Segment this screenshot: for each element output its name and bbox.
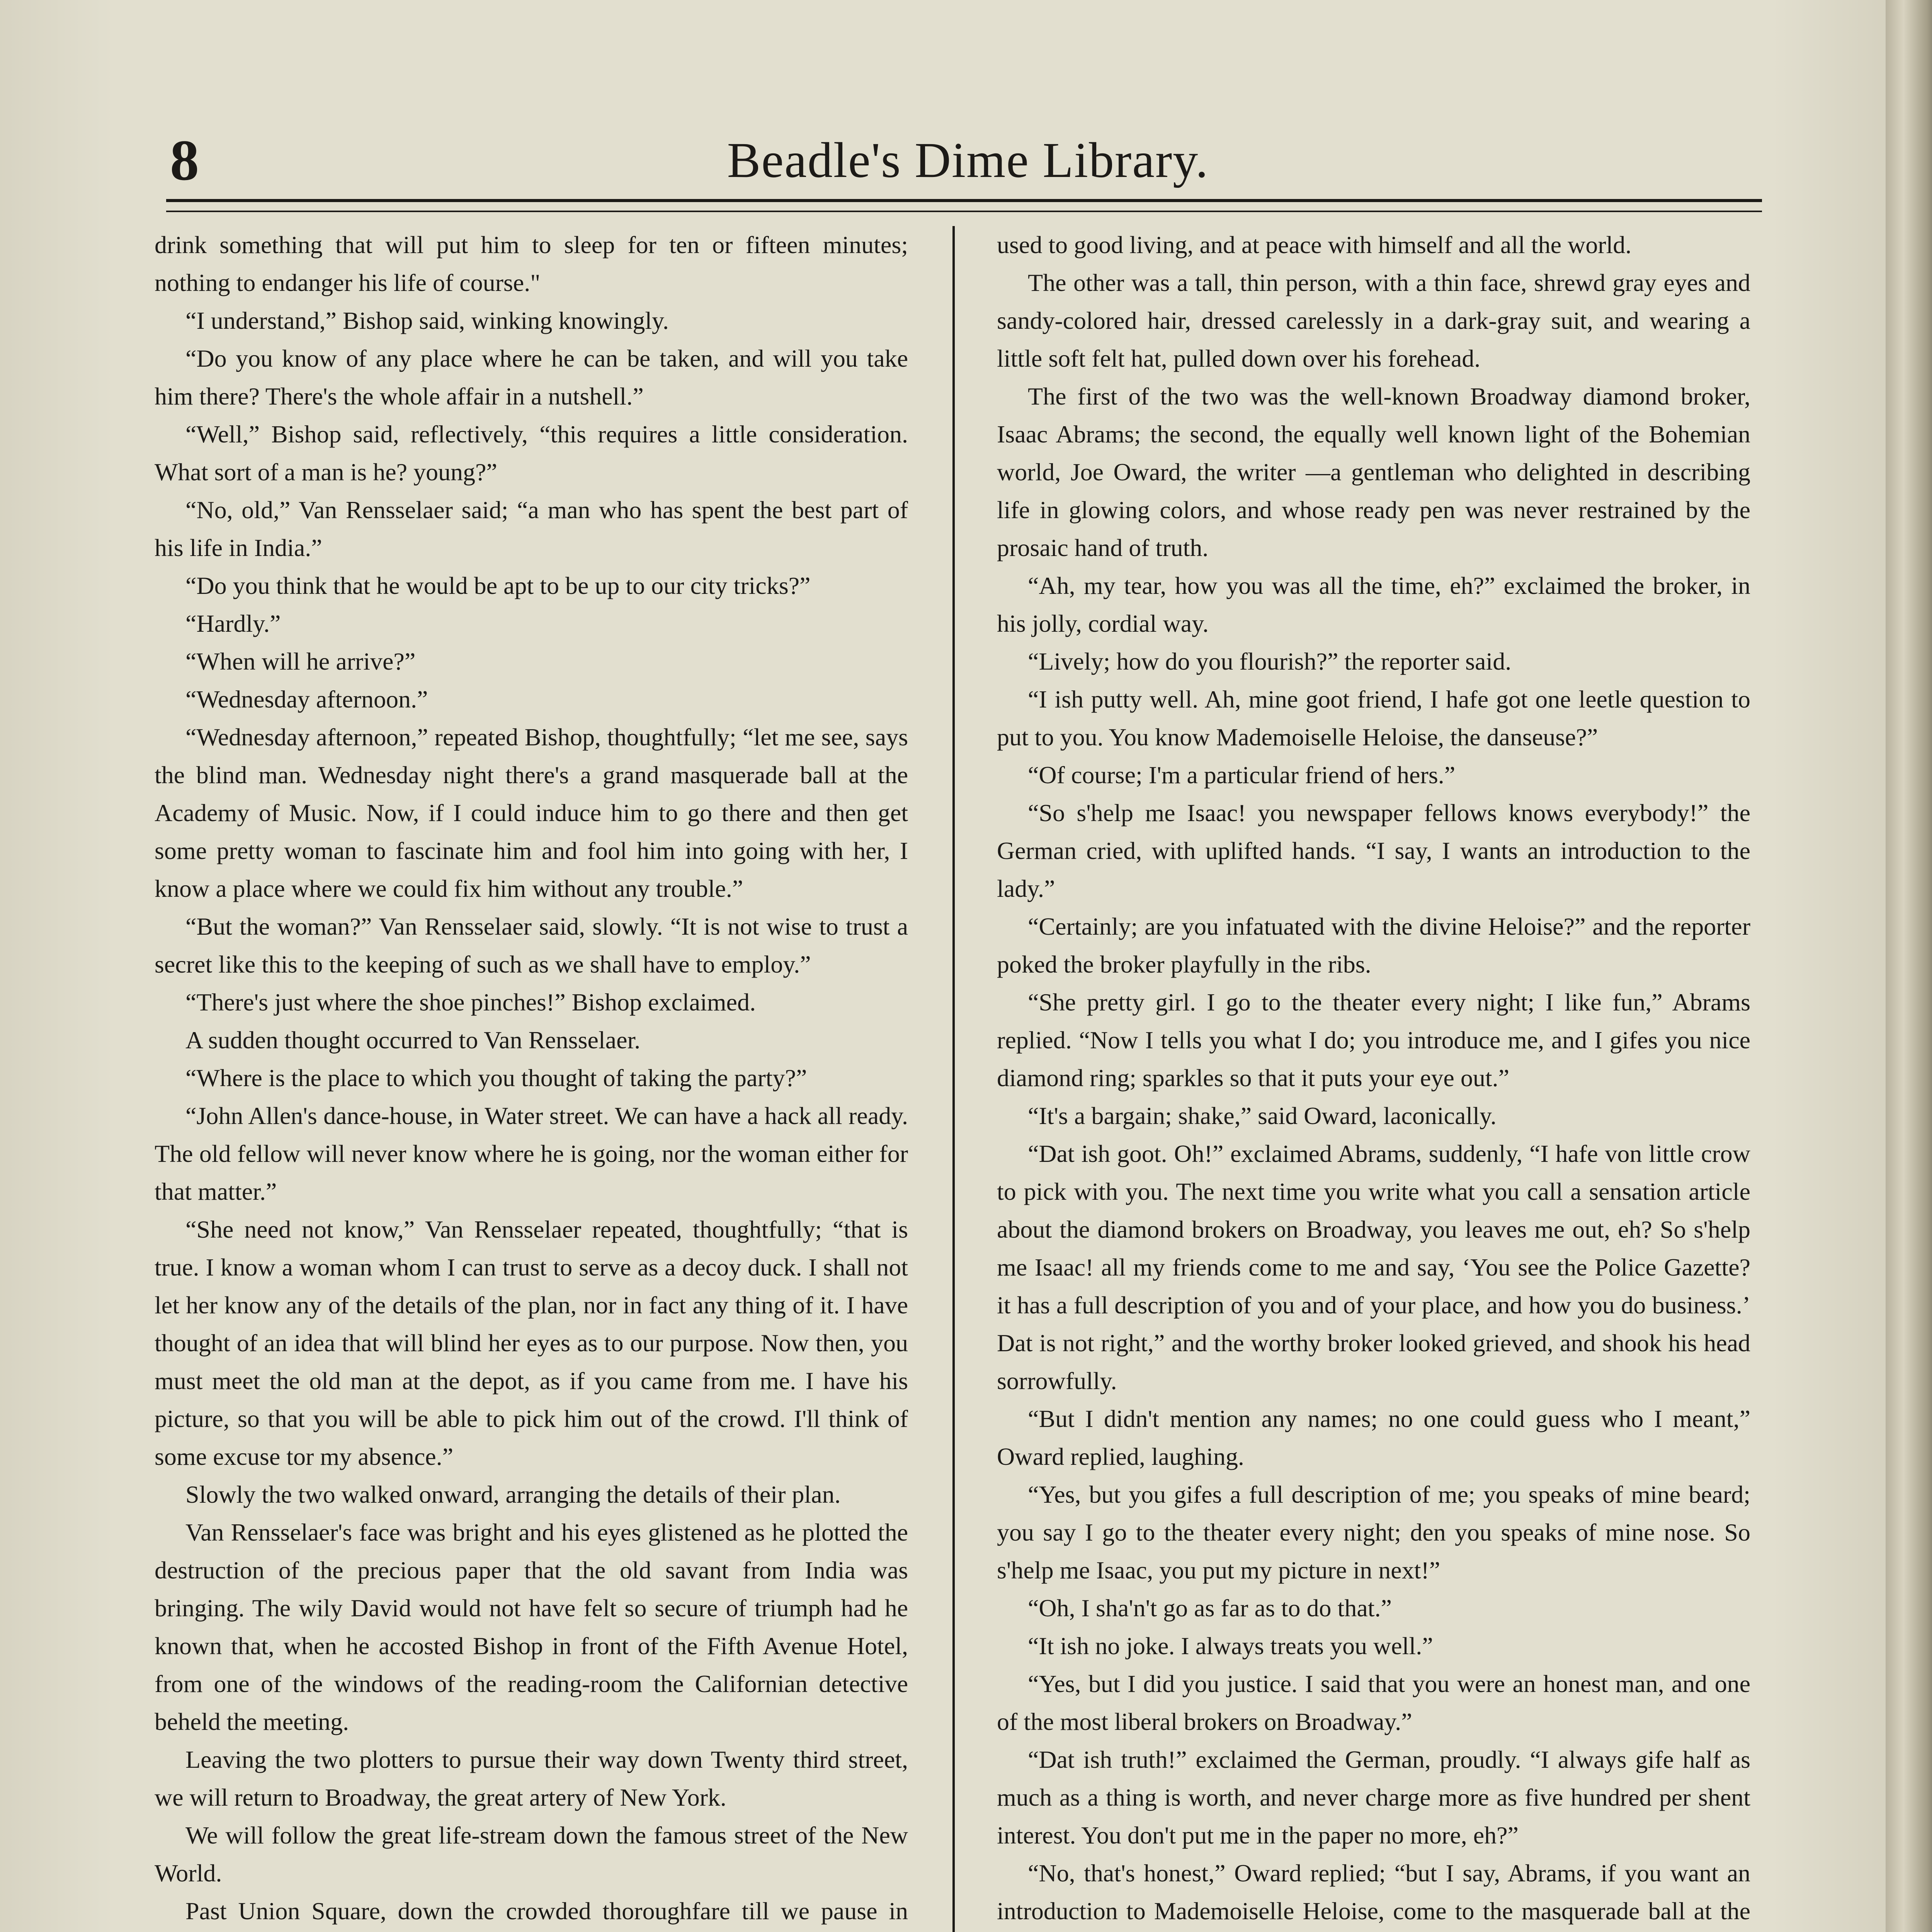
paragraph: “John Allen's dance-house, in Water street. We can have a hack all ready. The old fellow will never know where he is going, nor the woman either for that matter.” — [155, 1102, 908, 1205]
page-spine-edge — [1886, 0, 1932, 1932]
paragraph: “It ish no joke. I always treats you well.” — [1028, 1632, 1433, 1660]
paragraph: used to good living, and at peace with himself and all the world. — [997, 231, 1632, 259]
paragraph: “Lively; how do you flourish?” the reporter said. — [1028, 648, 1512, 675]
paragraph: “Dat ish goot. Oh!” exclaimed Abrams, suddenly, “I hafe von little crow to pick with you. The next time you write what you call a sensation article about the diamond brokers on Broadway, you leaves me out, eh? So s'help me Isaac! all my friends come to me and say, ‘You see the Police Gazette? it has a full description of you and of your place, and how you do business.’ Dat is not right,” and the worthy broker looked grieved, and shook his head sorrowfully. — [997, 1140, 1750, 1395]
paragraph: “There's just where the shoe pinches!” Bishop exclaimed. — [185, 988, 756, 1016]
header-rule-thin — [166, 211, 1762, 212]
header-rule-thick — [166, 199, 1762, 202]
paragraph: “Do you think that he would be apt to be up to our city tricks?” — [185, 572, 811, 599]
paragraph: “Yes, but I did you justice. I said that you were an honest man, and one of the most liberal brokers on Broadway.” — [997, 1670, 1750, 1735]
paragraph: Van Rensselaer's face was bright and his eyes glistened as he plotted the destruction of the precious paper that the old savant from India was bringing. The wily David would not have felt so secure of triumph had he known that, when he accosted Bishop in front of the Fifth Avenue Hotel, from one of the windows of the reading-room the Californian detective beheld the meeting. — [155, 1519, 908, 1735]
left-text-column — [155, 226, 908, 1932]
publication-title: Beadle's Dime Library. — [727, 133, 1209, 188]
paragraph: A sudden thought occurred to Van Rensselaer. — [185, 1026, 641, 1054]
paragraph: “Yes, but you gifes a full description of me; you speaks of mine beard; you say I go to the theater every night; den you speaks of mine nose. So s'help me Isaac, you put my picture in next!” — [997, 1481, 1750, 1584]
page-header — [170, 116, 1766, 213]
paragraph: “Oh, I sha'n't go as far as to do that.” — [1028, 1594, 1392, 1622]
paragraph: “She pretty girl. I go to the theater every night; I like fun,” Abrams replied. “Now I tells you what I do; you introduce me, and I gifes you nice diamond ring; sparkles so that it puts your eye out.” — [997, 988, 1750, 1092]
paragraph: “So s'help me Isaac! you newspaper fellows knows everybody!” the German cried, with uplifted hands. “I say, I wants an introduction to the lady.” — [997, 799, 1750, 902]
paragraph: “She need not know,” Van Rensselaer repeated, thoughtfully; “that is true. I know a woman whom I can trust to serve as a decoy duck. I shall not let her know any of the details of the plan, nor in fact any thing of it. I have thought of an idea that will blind her eyes as to our purpose. Now then, you must meet the old man at the depot, as if you came from me. I have his picture, so that you will be able to pick him out of the crowd. I'll think of some excuse tor my absence.” — [155, 1216, 908, 1470]
paragraph: “Ah, my tear, how you was all the time, eh?” exclaimed the broker, in his jolly, cordial way. — [997, 572, 1750, 637]
paragraph: “Wednesday afternoon,” repeated Bishop, thoughtfully; “let me see, says the blind man. Wednesday night there's a grand masquerade ball at the Academy of Music. Now, if I could induce him to go there and then get some pretty woman to fascinate him and fool him into going with her, I know a place where we could fix him without any trouble.” — [155, 723, 908, 902]
paragraph: The other was a tall, thin person, with a thin face, shrewd gray eyes and sandy-colored hair, dressed carelessly in a dark-gray suit, and wearing a little soft felt hat, pulled down over his forehead. — [997, 269, 1750, 372]
paragraph: “Certainly; are you infatuated with the divine Heloise?” and the reporter poked the broker playfully in the ribs. — [997, 913, 1750, 978]
column-divider — [952, 226, 955, 1932]
paragraph: “Well,” Bishop said, reflectively, “this requires a little consideration. What sort of a man is he? young?” — [155, 420, 908, 486]
paragraph: Past Union Square, down the crowded thoroughfare till we pause in — [185, 1897, 908, 1925]
paragraph: drink something that will put him to sleep for ten or fifteen minutes; nothing to endanger his life of course." — [155, 231, 908, 296]
paragraph: “Hardly.” — [185, 610, 281, 637]
paragraph: “Dat ish truth!” exclaimed the German, proudly. “I always gife half as much as a thing is worth, and never charge more as five hundred per shent interest. You don't put me in the paper no more, eh?” — [997, 1746, 1750, 1849]
paragraph: “No, old,” Van Rensselaer said; “a man who has spent the best part of his life in India.” — [155, 496, 908, 561]
paragraph: “But the woman?” Van Rensselaer said, slowly. “It is not wise to trust a secret like this to the keeping of such as we shall have to employ.” — [155, 913, 908, 978]
paragraph: “I ish putty well. Ah, mine goot friend, I hafe got one leetle question to put to you. You know Mademoiselle Heloise, the danseuse?” — [997, 685, 1750, 751]
paragraph: “Wednesday afternoon.” — [185, 685, 428, 713]
paragraph: “No, that's honest,” Oward replied; “but I say, Abrams, if you want an introduction to Mademoiselle Heloise, come to the masquerade ball at the — [997, 1859, 1750, 1925]
right-text-column — [997, 226, 1750, 1932]
paragraph: Slowly the two walked onward, arranging the details of their plan. — [185, 1481, 841, 1508]
paragraph: “I understand,” Bishop said, winking knowingly. — [185, 307, 669, 334]
paragraph: “Where is the place to which you thought of taking the party?” — [185, 1064, 807, 1092]
paragraph: “It's a bargain; shake,” said Oward, laconically. — [1028, 1102, 1497, 1129]
paragraph: “But I didn't mention any names; no one could guess who I meant,” Oward replied, laughing. — [997, 1405, 1750, 1470]
paragraph: “Do you know of any place where he can be taken, and will you take him there? There's the whole affair in a nutshell.” — [155, 345, 908, 410]
paragraph: We will follow the great life-stream down the famous street of the New World. — [155, 1821, 908, 1887]
paragraph: “Of course; I'm a particular friend of hers.” — [1028, 761, 1456, 789]
paragraph: “When will he arrive?” — [185, 648, 416, 675]
page-number: 8 — [170, 128, 199, 192]
paragraph: The first of the two was the well-known Broadway diamond broker, Isaac Abrams; the second, the equally well known light of the Bohemian world, Joe Oward, the writer —a gentleman who delighted in describing life in glowing colors, and whose ready pen was never restrained by the prosaic hand of truth. — [997, 383, 1750, 561]
paragraph: Leaving the two plotters to pursue their way down Twenty third street, we will return to Broadway, the great artery of New York. — [155, 1746, 908, 1811]
